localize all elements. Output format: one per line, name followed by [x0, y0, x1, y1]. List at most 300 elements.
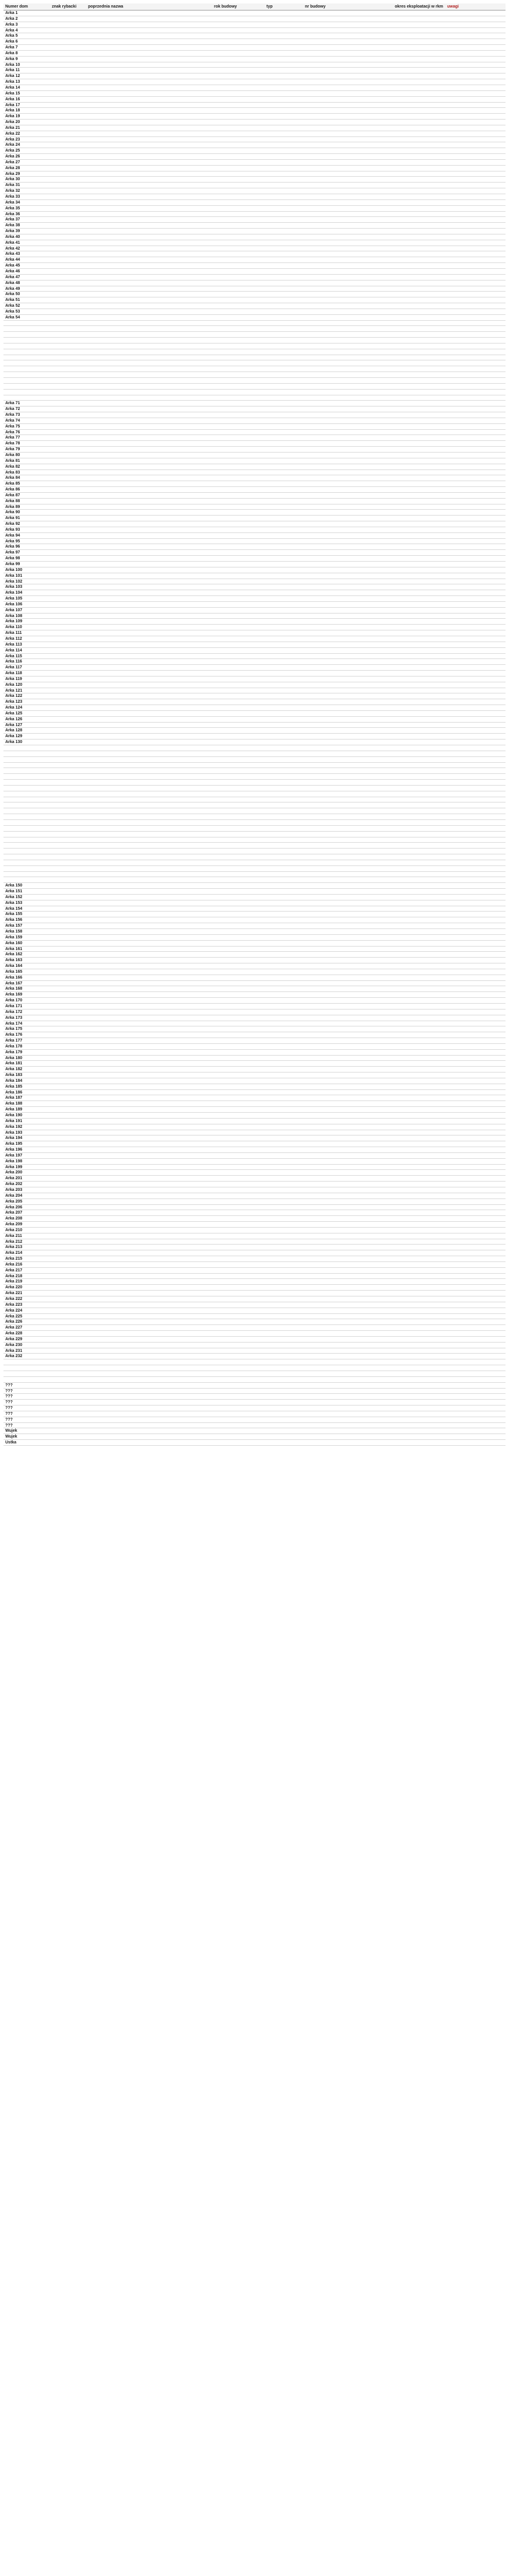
row-name-cell: Arka 175 — [5, 1027, 23, 1032]
row-value-cell — [212, 183, 265, 188]
row-value-cell — [50, 1228, 86, 1233]
row-value-cell — [265, 338, 303, 343]
row-value-cell — [303, 286, 352, 292]
table-row — [3, 1153, 506, 1159]
row-value-cell — [265, 45, 303, 50]
row-value-cell — [352, 1319, 445, 1324]
row-name-cell: Arka 3 — [5, 22, 18, 27]
row-value-cell — [50, 802, 86, 808]
row-value-cell — [50, 843, 86, 848]
row-value-cell — [86, 108, 212, 113]
row-name-cell — [3, 349, 50, 355]
row-value-cell — [303, 952, 352, 957]
row-value-cell — [86, 912, 212, 917]
table-row — [3, 1182, 506, 1187]
row-value-cell — [86, 493, 212, 498]
row-value-cell — [303, 533, 352, 538]
row-value-cell — [445, 521, 506, 527]
table-row — [3, 682, 506, 688]
row-name-cell: Arka 80 — [5, 453, 20, 457]
row-value-cell — [212, 751, 265, 756]
row-value-cell — [50, 344, 86, 349]
row-value-cell — [445, 556, 506, 561]
row-value-cell — [445, 843, 506, 848]
row-value-cell — [212, 372, 265, 377]
row-value-cell — [86, 1222, 212, 1227]
table-row — [3, 435, 506, 441]
row-value-cell — [50, 97, 86, 102]
row-value-cell — [265, 1165, 303, 1170]
row-value-cell — [265, 705, 303, 710]
table-row — [3, 1101, 506, 1107]
row-value-cell — [50, 412, 86, 418]
row-value-cell — [50, 1193, 86, 1198]
row-value-cell — [445, 125, 506, 131]
row-name-cell: Arka 182 — [5, 1067, 23, 1072]
row-value-cell — [212, 521, 265, 527]
col-header-type: typ — [266, 5, 273, 9]
row-value-cell — [212, 240, 265, 246]
row-name-cell: Arka 229 — [5, 1337, 23, 1341]
row-value-cell — [265, 464, 303, 469]
row-value-cell — [265, 757, 303, 762]
row-value-cell — [212, 1153, 265, 1158]
row-name-cell: Arka 171 — [5, 1004, 23, 1008]
table-row — [3, 1400, 506, 1406]
row-value-cell — [50, 424, 86, 429]
row-value-cell — [212, 16, 265, 22]
row-value-cell — [352, 648, 445, 653]
row-value-cell — [265, 160, 303, 165]
table-row — [3, 912, 506, 917]
row-name-cell — [3, 384, 50, 389]
row-value-cell — [212, 1348, 265, 1354]
row-value-cell — [352, 464, 445, 469]
row-value-cell — [212, 28, 265, 33]
row-value-cell — [352, 745, 445, 751]
row-value-cell — [212, 1359, 265, 1365]
row-value-cell — [50, 636, 86, 642]
row-value-cell — [50, 223, 86, 228]
row-value-cell — [212, 125, 265, 131]
table-row — [3, 1233, 506, 1239]
row-name-cell: Arka 185 — [5, 1084, 23, 1089]
row-value-cell — [86, 619, 212, 624]
row-value-cell — [50, 625, 86, 630]
row-value-cell — [50, 166, 86, 171]
row-value-cell — [50, 699, 86, 705]
row-name-cell: Arka 98 — [5, 556, 20, 561]
row-value-cell — [303, 212, 352, 217]
row-value-cell — [50, 366, 86, 371]
row-value-cell — [212, 1331, 265, 1336]
row-value-cell — [303, 1400, 352, 1405]
row-value-cell — [86, 1308, 212, 1313]
row-name-cell: Arka 172 — [5, 1010, 23, 1014]
row-value-cell — [445, 326, 506, 331]
row-value-cell — [212, 820, 265, 825]
row-value-cell — [265, 234, 303, 240]
row-value-cell — [265, 142, 303, 148]
row-value-cell — [265, 654, 303, 659]
row-name-cell: Arka 151 — [5, 889, 23, 894]
table-row — [3, 808, 506, 814]
row-value-cell — [212, 487, 265, 492]
row-value-cell — [303, 148, 352, 153]
row-value-cell — [212, 120, 265, 125]
row-value-cell — [445, 177, 506, 182]
row-value-cell — [445, 217, 506, 222]
row-name-cell: Arka 168 — [5, 987, 23, 991]
row-value-cell — [86, 590, 212, 595]
row-value-cell — [212, 1371, 265, 1376]
row-value-cell — [50, 539, 86, 544]
row-value-cell — [50, 1279, 86, 1284]
row-name-cell: Arka 114 — [5, 648, 22, 653]
row-value-cell — [212, 929, 265, 934]
row-value-cell — [303, 1210, 352, 1215]
row-name-cell: Arka 75 — [5, 424, 20, 429]
row-value-cell — [265, 1141, 303, 1147]
row-value-cell — [303, 1256, 352, 1261]
row-value-cell — [212, 338, 265, 343]
row-value-cell — [445, 1021, 506, 1026]
row-value-cell — [265, 768, 303, 773]
row-value-cell — [352, 355, 445, 360]
row-value-cell — [352, 590, 445, 595]
row-value-cell — [212, 1182, 265, 1187]
row-value-cell — [352, 160, 445, 165]
row-value-cell — [303, 1325, 352, 1330]
row-value-cell — [303, 1343, 352, 1348]
table-row — [3, 642, 506, 648]
row-value-cell — [303, 1165, 352, 1170]
row-value-cell — [212, 717, 265, 722]
row-value-cell — [212, 470, 265, 475]
row-value-cell — [86, 1331, 212, 1336]
row-value-cell — [303, 728, 352, 733]
row-value-cell — [212, 1084, 265, 1089]
row-value-cell — [445, 1095, 506, 1101]
row-name-cell: Arka 193 — [5, 1130, 23, 1135]
row-value-cell — [352, 1119, 445, 1124]
row-value-cell — [86, 1400, 212, 1405]
table-row — [3, 723, 506, 728]
row-value-cell — [212, 648, 265, 653]
row-name-cell: Arka 73 — [5, 413, 20, 418]
table-row — [3, 1365, 506, 1371]
row-value-cell — [265, 648, 303, 653]
row-value-cell — [265, 952, 303, 957]
row-value-cell — [265, 1383, 303, 1388]
row-value-cell — [50, 79, 86, 85]
row-value-cell — [303, 372, 352, 377]
table-row — [3, 952, 506, 958]
row-name-cell — [3, 872, 50, 877]
row-value-cell — [352, 693, 445, 699]
table-row — [3, 688, 506, 694]
row-value-cell — [86, 791, 212, 797]
row-value-cell — [352, 723, 445, 728]
row-name-cell: Arka 113 — [5, 642, 22, 647]
table-row — [3, 614, 506, 619]
row-name-cell: Arka 2 — [5, 16, 18, 21]
row-value-cell — [352, 1331, 445, 1336]
row-value-cell — [303, 619, 352, 624]
row-value-cell — [265, 1423, 303, 1428]
row-value-cell — [303, 79, 352, 85]
row-value-cell — [445, 200, 506, 205]
table-row — [3, 372, 506, 378]
row-value-cell — [265, 1348, 303, 1354]
row-value-cell — [212, 406, 265, 412]
row-value-cell — [50, 1285, 86, 1290]
row-value-cell — [265, 1331, 303, 1336]
row-value-cell — [50, 849, 86, 854]
row-value-cell — [352, 1032, 445, 1038]
row-value-cell — [265, 257, 303, 262]
row-value-cell — [50, 717, 86, 722]
table-row — [3, 797, 506, 803]
row-value-cell — [265, 608, 303, 613]
row-value-cell — [445, 889, 506, 894]
row-value-cell — [50, 286, 86, 292]
row-value-cell — [86, 1113, 212, 1118]
row-value-cell — [303, 1319, 352, 1324]
row-name-cell — [3, 808, 50, 814]
row-value-cell — [303, 1428, 352, 1434]
row-value-cell — [303, 39, 352, 44]
row-name-cell: Arka 37 — [5, 218, 20, 222]
row-value-cell — [303, 895, 352, 900]
row-value-cell — [86, 1101, 212, 1106]
row-value-cell — [50, 929, 86, 934]
row-value-cell — [303, 665, 352, 670]
row-value-cell — [50, 1084, 86, 1089]
row-value-cell — [86, 654, 212, 659]
row-value-cell — [50, 1411, 86, 1417]
row-value-cell — [303, 441, 352, 446]
table-row — [3, 251, 506, 257]
row-value-cell — [303, 1061, 352, 1066]
row-name-cell — [3, 849, 50, 854]
row-value-cell — [303, 332, 352, 337]
table-row — [3, 573, 506, 579]
row-value-cell — [265, 188, 303, 194]
row-value-cell — [86, 1084, 212, 1089]
row-value-cell — [212, 1440, 265, 1445]
row-value-cell — [50, 378, 86, 383]
row-name-cell — [3, 814, 50, 819]
row-name-cell: Arka 32 — [5, 189, 20, 194]
row-value-cell — [352, 573, 445, 579]
table-row — [3, 1440, 506, 1446]
row-value-cell — [212, 757, 265, 762]
row-value-cell — [445, 453, 506, 458]
table-row — [3, 62, 506, 68]
row-value-cell — [212, 1135, 265, 1141]
row-value-cell — [303, 349, 352, 355]
row-value-cell — [303, 1101, 352, 1106]
row-value-cell — [303, 1314, 352, 1319]
row-value-cell — [303, 1302, 352, 1308]
row-value-cell — [50, 533, 86, 538]
row-value-cell — [265, 688, 303, 693]
row-value-cell — [352, 217, 445, 222]
row-value-cell — [265, 923, 303, 928]
row-value-cell — [445, 1256, 506, 1261]
row-value-cell — [445, 281, 506, 286]
row-name-cell: Arka 167 — [5, 981, 23, 986]
row-value-cell — [303, 791, 352, 797]
row-value-cell — [212, 734, 265, 739]
row-value-cell — [212, 1274, 265, 1279]
row-name-cell: Arka 159 — [5, 935, 23, 940]
row-value-cell — [265, 917, 303, 923]
row-value-cell — [352, 544, 445, 549]
row-value-cell — [50, 814, 86, 819]
row-name-cell: Arka 26 — [5, 155, 20, 159]
row-value-cell — [445, 430, 506, 435]
row-name-cell: Arka 188 — [5, 1102, 23, 1106]
row-value-cell — [265, 1359, 303, 1365]
row-value-cell — [445, 246, 506, 251]
row-value-cell — [50, 510, 86, 515]
row-name-cell: Arka 191 — [5, 1119, 23, 1123]
row-value-cell — [445, 384, 506, 389]
row-value-cell — [445, 590, 506, 595]
row-value-cell — [445, 51, 506, 56]
row-value-cell — [50, 395, 86, 401]
table-row — [3, 883, 506, 889]
row-value-cell — [86, 1268, 212, 1273]
table-row — [3, 1308, 506, 1314]
table-row — [3, 1084, 506, 1090]
table-row — [3, 1078, 506, 1084]
row-value-cell — [445, 1056, 506, 1061]
row-value-cell — [86, 510, 212, 515]
row-value-cell — [265, 108, 303, 113]
row-name-cell: Arka 109 — [5, 619, 23, 624]
table-row — [3, 1216, 506, 1222]
row-value-cell — [212, 1056, 265, 1061]
row-value-cell — [352, 1354, 445, 1359]
row-value-cell — [352, 1343, 445, 1348]
row-name-cell — [3, 344, 50, 349]
row-value-cell — [86, 814, 212, 819]
row-value-cell — [303, 1262, 352, 1267]
row-value-cell — [303, 206, 352, 211]
row-value-cell — [50, 969, 86, 975]
row-value-cell — [352, 1095, 445, 1101]
table-row — [3, 814, 506, 820]
row-value-cell — [86, 33, 212, 38]
row-value-cell — [212, 1010, 265, 1015]
table-row — [3, 1337, 506, 1343]
table-row — [3, 791, 506, 797]
row-value-cell — [352, 739, 445, 745]
row-value-cell — [445, 91, 506, 96]
row-name-cell: Arka 224 — [5, 1308, 23, 1313]
row-value-cell — [212, 447, 265, 452]
table-row — [3, 395, 506, 401]
row-value-cell — [352, 39, 445, 44]
row-value-cell — [303, 114, 352, 119]
row-name-cell: Arka 228 — [5, 1331, 23, 1336]
row-value-cell — [303, 826, 352, 831]
row-value-cell — [445, 424, 506, 429]
row-name-cell: Arka 156 — [5, 918, 23, 923]
table-row — [3, 521, 506, 527]
row-value-cell — [303, 309, 352, 314]
row-value-cell — [50, 16, 86, 22]
row-value-cell — [445, 877, 506, 882]
table-row — [3, 1262, 506, 1268]
table-row — [3, 1090, 506, 1096]
row-value-cell — [352, 303, 445, 309]
row-value-cell — [303, 872, 352, 877]
row-name-cell: Arka 198 — [5, 1159, 23, 1163]
row-value-cell — [445, 688, 506, 693]
row-value-cell — [212, 384, 265, 389]
row-name-cell: ??? — [5, 1411, 13, 1416]
row-value-cell — [265, 114, 303, 119]
row-value-cell — [265, 642, 303, 647]
table-row — [3, 671, 506, 677]
table-row — [3, 91, 506, 97]
row-value-cell — [445, 441, 506, 446]
table-row — [3, 935, 506, 941]
row-value-cell — [86, 458, 212, 464]
row-value-cell — [212, 142, 265, 148]
row-name-cell: Arka 221 — [5, 1291, 23, 1296]
row-value-cell — [86, 832, 212, 837]
row-value-cell — [50, 677, 86, 682]
row-name-cell: Arka 204 — [5, 1193, 23, 1198]
row-value-cell — [212, 79, 265, 85]
row-value-cell — [303, 458, 352, 464]
row-value-cell — [50, 292, 86, 297]
row-value-cell — [86, 309, 212, 314]
row-value-cell — [352, 292, 445, 297]
row-value-cell — [212, 550, 265, 555]
row-value-cell — [303, 797, 352, 802]
table-row — [3, 16, 506, 22]
row-value-cell — [303, 435, 352, 440]
row-value-cell — [303, 917, 352, 923]
row-value-cell — [265, 1417, 303, 1422]
row-name-cell: Arka 208 — [5, 1217, 23, 1221]
row-value-cell — [50, 85, 86, 90]
row-value-cell — [303, 705, 352, 710]
row-value-cell — [212, 711, 265, 716]
row-name-cell — [3, 372, 50, 377]
row-value-cell — [303, 1044, 352, 1049]
row-value-cell — [50, 349, 86, 355]
row-value-cell — [86, 1394, 212, 1399]
row-value-cell — [50, 602, 86, 607]
row-value-cell — [86, 200, 212, 205]
row-value-cell — [445, 992, 506, 997]
row-value-cell — [50, 338, 86, 343]
row-value-cell — [445, 108, 506, 113]
row-value-cell — [50, 1222, 86, 1227]
row-value-cell — [86, 958, 212, 963]
row-name-cell: Arka 88 — [5, 499, 20, 503]
row-value-cell — [86, 246, 212, 251]
row-value-cell — [352, 344, 445, 349]
row-value-cell — [445, 344, 506, 349]
